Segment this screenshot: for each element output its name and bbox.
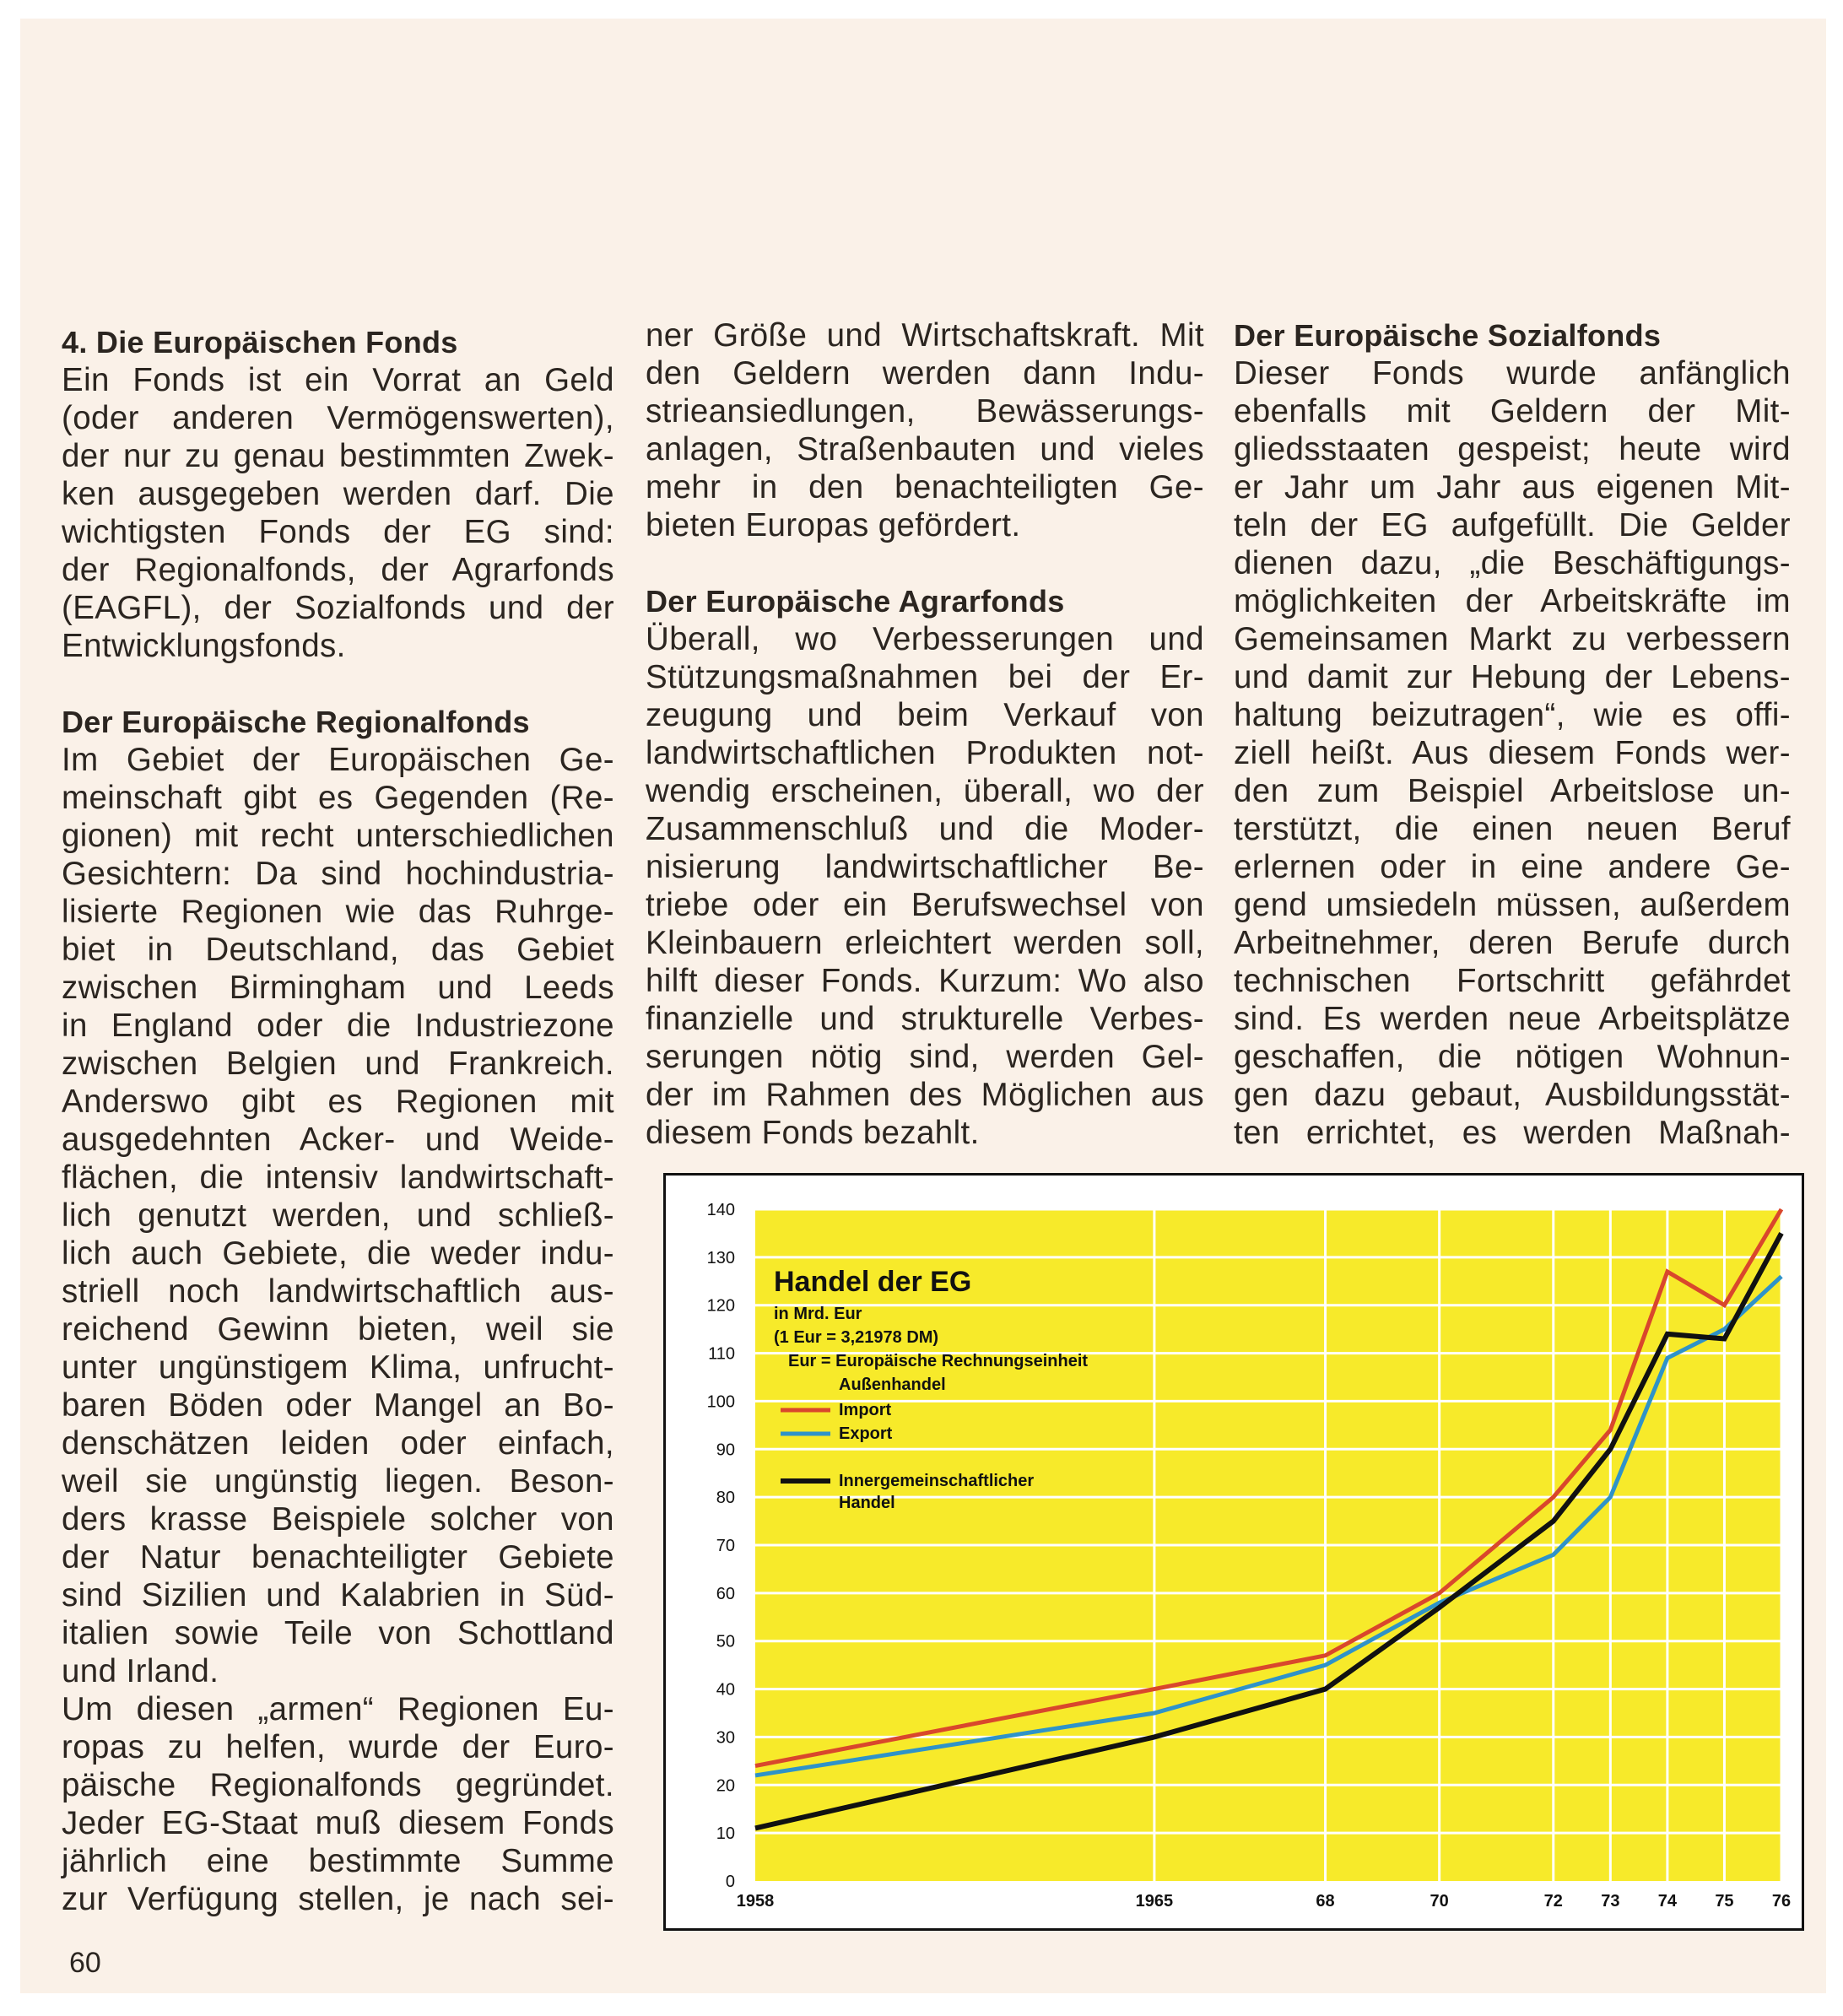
text-line: Jeder EG-Staat muß diesem Fonds	[62, 1805, 614, 1841]
text-line: gend umsiedeln müssen, außerdem	[1234, 887, 1791, 923]
y-tick-label: 60	[716, 1584, 735, 1603]
text-line: gen dazu gebaut, Ausbildungsstät-	[1234, 1077, 1791, 1113]
text-line: bieten Europas gefördert.	[646, 507, 1021, 543]
text-line: Stützungsmaßnahmen bei der Er-	[646, 659, 1204, 695]
text-line: Zusammenschluß und die Moder-	[646, 811, 1204, 847]
text-column-1	[62, 323, 614, 1918]
text-line: und Irland.	[62, 1653, 219, 1689]
text-line: weil sie ungünstig liegen. Beson-	[62, 1463, 614, 1500]
y-tick-label: 20	[716, 1776, 735, 1796]
text-line: gliedsstaaten gespeist; heute wird	[1234, 431, 1791, 468]
legend-label: Export	[839, 1424, 893, 1443]
y-tick-label: 130	[706, 1248, 735, 1267]
text-line: der Natur benachteiligter Gebiete	[62, 1539, 614, 1576]
paragraph	[62, 361, 614, 665]
subsection-heading: Der Europäische Agrarfonds	[646, 584, 1065, 619]
text-line: zwischen Belgien und Frankreich.	[62, 1046, 614, 1082]
text-line: striell noch landwirtschaftlich aus-	[62, 1273, 614, 1310]
legend-note: (1 Eur = 3,21978 DM)	[774, 1328, 939, 1347]
text-line: strieansiedlungen, Bewässerungs-	[646, 393, 1204, 430]
x-tick-label: 73	[1601, 1892, 1620, 1911]
text-line: Überall, wo Verbesserungen und	[646, 621, 1204, 657]
text-line: lich auch Gebiete, die weder indu-	[62, 1235, 614, 1272]
y-tick-label: 90	[716, 1440, 735, 1460]
text-line: jährlich eine bestimmte Summe	[62, 1843, 614, 1879]
paragraph	[646, 316, 1204, 544]
text-line: anlagen, Straßenbauten und vieles	[646, 431, 1204, 468]
text-line: Arbeitnehmer, deren Berufe durch	[1234, 925, 1791, 961]
legend-group-label: Außenhandel	[839, 1376, 946, 1394]
text-line: in England oder die Industriezone	[62, 1008, 614, 1044]
text-line: haltung beizutragen“, wie es offi-	[1234, 697, 1791, 733]
legend-label: Innergemeinschaftlicher	[839, 1472, 1035, 1490]
x-tick-label: 76	[1771, 1892, 1792, 1911]
y-tick-label: 70	[716, 1537, 735, 1555]
x-tick-label: 1965	[1135, 1892, 1174, 1911]
trade-chart	[663, 1173, 1804, 1931]
x-tick-label: 68	[1316, 1892, 1335, 1911]
text-line: ziell heißt. Aus diesem Fonds wer-	[1234, 735, 1791, 771]
text-column-2	[646, 316, 1204, 1152]
text-line: Im Gebiet der Europäischen Ge-	[62, 742, 614, 778]
text-line: Um diesen „armen“ Regionen Eu-	[62, 1691, 614, 1727]
text-line: ausgedehnten Acker- und Weide-	[62, 1122, 614, 1158]
text-line: wendig erscheinen, überall, wo der	[646, 773, 1204, 809]
y-tick-label: 40	[716, 1680, 735, 1700]
text-line: denschätzen leiden oder einfach,	[62, 1425, 614, 1462]
text-line: geschaffen, die nötigen Wohnun-	[1234, 1039, 1791, 1075]
y-tick-label: 140	[706, 1201, 735, 1219]
x-tick-label: 74	[1657, 1892, 1678, 1911]
text-column-3	[1234, 316, 1791, 1152]
paragraph	[62, 741, 614, 1690]
paragraph	[1234, 354, 1791, 1152]
paragraph	[62, 1690, 614, 1918]
text-line: Gemeinsamen Markt zu verbessern	[1234, 621, 1791, 657]
y-tick-label: 80	[716, 1489, 735, 1508]
y-tick-label: 50	[716, 1632, 735, 1651]
paragraph	[646, 620, 1204, 1152]
text-line: und damit zur Hebung der Lebens-	[1234, 659, 1791, 695]
y-tick-label: 110	[708, 1344, 735, 1364]
text-line: (oder anderen Vermögenswerten),	[62, 400, 614, 436]
text-line: biet in Deutschland, das Gebiet	[62, 932, 614, 968]
text-line: zur Verfügung stellen, je nach sei-	[62, 1881, 614, 1917]
subsection-heading: Der Europäische Regionalfonds	[62, 705, 530, 739]
text-line: technischen Fortschritt gefährdet	[1234, 963, 1791, 999]
text-line: ders krasse Beispiele solcher von	[62, 1501, 614, 1538]
text-line: lisierte Regionen wie das Ruhrge-	[62, 894, 614, 930]
text-line: möglichkeiten der Arbeitskräfte im	[1234, 583, 1791, 619]
text-line: dienen dazu, „die Beschäftigungs-	[1234, 545, 1791, 581]
text-line: erlernen oder in eine andere Ge-	[1234, 849, 1791, 885]
y-tick-label: 0	[725, 1873, 735, 1891]
x-tick-label: 1958	[736, 1892, 775, 1911]
text-line: triebe oder ein Berufswechsel von	[646, 887, 1204, 923]
text-line: flächen, die intensiv landwirtschaft-	[62, 1159, 614, 1196]
text-line: mehr in den benachteiligten Ge-	[646, 469, 1204, 505]
text-line: unter ungünstigem Klima, unfrucht-	[62, 1349, 614, 1386]
text-line: den Geldern werden dann Indu-	[646, 355, 1204, 392]
text-line: reichend Gewinn bieten, weil sie	[62, 1311, 614, 1348]
text-line: ebenfalls mit Geldern der Mit-	[1234, 393, 1791, 430]
text-line: der im Rahmen des Möglichen aus	[646, 1077, 1204, 1113]
page-number: 60	[69, 1947, 101, 1979]
text-line: Entwicklungsfonds.	[62, 628, 346, 664]
text-line: ten errichtet, es werden Maßnah-	[1234, 1115, 1791, 1151]
text-line: Ein Fonds ist ein Vorrat an Geld	[62, 362, 614, 398]
text-line: sind Sizilien und Kalabrien in Süd-	[62, 1577, 614, 1613]
text-line: terstützt, die einen neuen Beruf	[1234, 811, 1791, 847]
text-line: lich genutzt werden, und schließ-	[62, 1197, 614, 1234]
x-tick-label: 70	[1430, 1892, 1449, 1911]
text-line: gionen) mit recht unterschiedlichen	[62, 818, 614, 854]
text-line: serungen nötig sind, werden Gel-	[646, 1039, 1204, 1075]
text-line: zeugung und beim Verkauf von	[646, 697, 1204, 733]
text-line: nisierung landwirtschaftlicher Be-	[646, 849, 1204, 885]
text-line: (EAGFL), der Sozialfonds und der	[62, 590, 614, 626]
text-line: landwirtschaftlichen Produkten not-	[646, 735, 1204, 771]
legend-note: in Mrd. Eur	[774, 1305, 862, 1323]
text-line: Anderswo gibt es Regionen mit	[62, 1084, 614, 1120]
y-tick-label: 30	[716, 1728, 735, 1748]
text-line: baren Böden oder Mangel an Bo-	[62, 1387, 614, 1424]
text-line: hilft dieser Fonds. Kurzum: Wo also	[646, 963, 1204, 999]
y-tick-label: 120	[706, 1296, 735, 1316]
y-tick-label: 100	[706, 1392, 735, 1412]
text-line: Gesichtern: Da sind hochindustria-	[62, 856, 614, 892]
trade-chart-svg	[666, 1176, 1802, 1928]
text-line: der Regionalfonds, der Agrarfonds	[62, 552, 614, 588]
text-line: er Jahr um Jahr aus eigenen Mit-	[1234, 469, 1791, 505]
legend-label: Import	[839, 1401, 892, 1419]
text-line: ner Größe und Wirtschaftskraft. Mit	[646, 317, 1204, 354]
text-line: finanzielle und strukturelle Verbes-	[646, 1001, 1204, 1037]
text-line: ken ausgegeben werden darf. Die	[62, 476, 614, 512]
text-line: sind. Es werden neue Arbeitsplätze	[1234, 1001, 1791, 1037]
text-line: meinschaft gibt es Gegenden (Re-	[62, 780, 614, 816]
text-line: den zum Beispiel Arbeitslose un-	[1234, 773, 1791, 809]
text-line: zwischen Birmingham und Leeds	[62, 970, 614, 1006]
text-line: teln der EG aufgefüllt. Die Gelder	[1234, 507, 1791, 543]
text-line: Dieser Fonds wurde anfänglich	[1234, 355, 1791, 392]
text-line: ropas zu helfen, wurde der Euro-	[62, 1729, 614, 1765]
text-line: italien sowie Teile von Schottland	[62, 1615, 614, 1651]
legend-label: Handel	[839, 1494, 895, 1512]
subsection-heading: Der Europäische Sozialfonds	[1234, 318, 1662, 353]
text-line: Kleinbauern erleichtert werden soll,	[646, 925, 1204, 961]
chart-title: Handel der EG	[774, 1266, 972, 1298]
text-line: diesem Fonds bezahlt.	[646, 1115, 980, 1151]
text-line: päische Regionalfonds gegründet.	[62, 1767, 614, 1803]
x-tick-label: 75	[1715, 1892, 1734, 1911]
text-line: der nur zu genau bestimmten Zwek-	[62, 438, 614, 474]
y-tick-label: 10	[716, 1824, 735, 1844]
section-heading: 4. Die Europäischen Fonds	[62, 325, 458, 359]
x-tick-label: 72	[1543, 1892, 1563, 1911]
legend-note: Eur = Europäische Rechnungseinheit	[788, 1352, 1089, 1370]
text-line: wichtigsten Fonds der EG sind:	[62, 514, 614, 550]
